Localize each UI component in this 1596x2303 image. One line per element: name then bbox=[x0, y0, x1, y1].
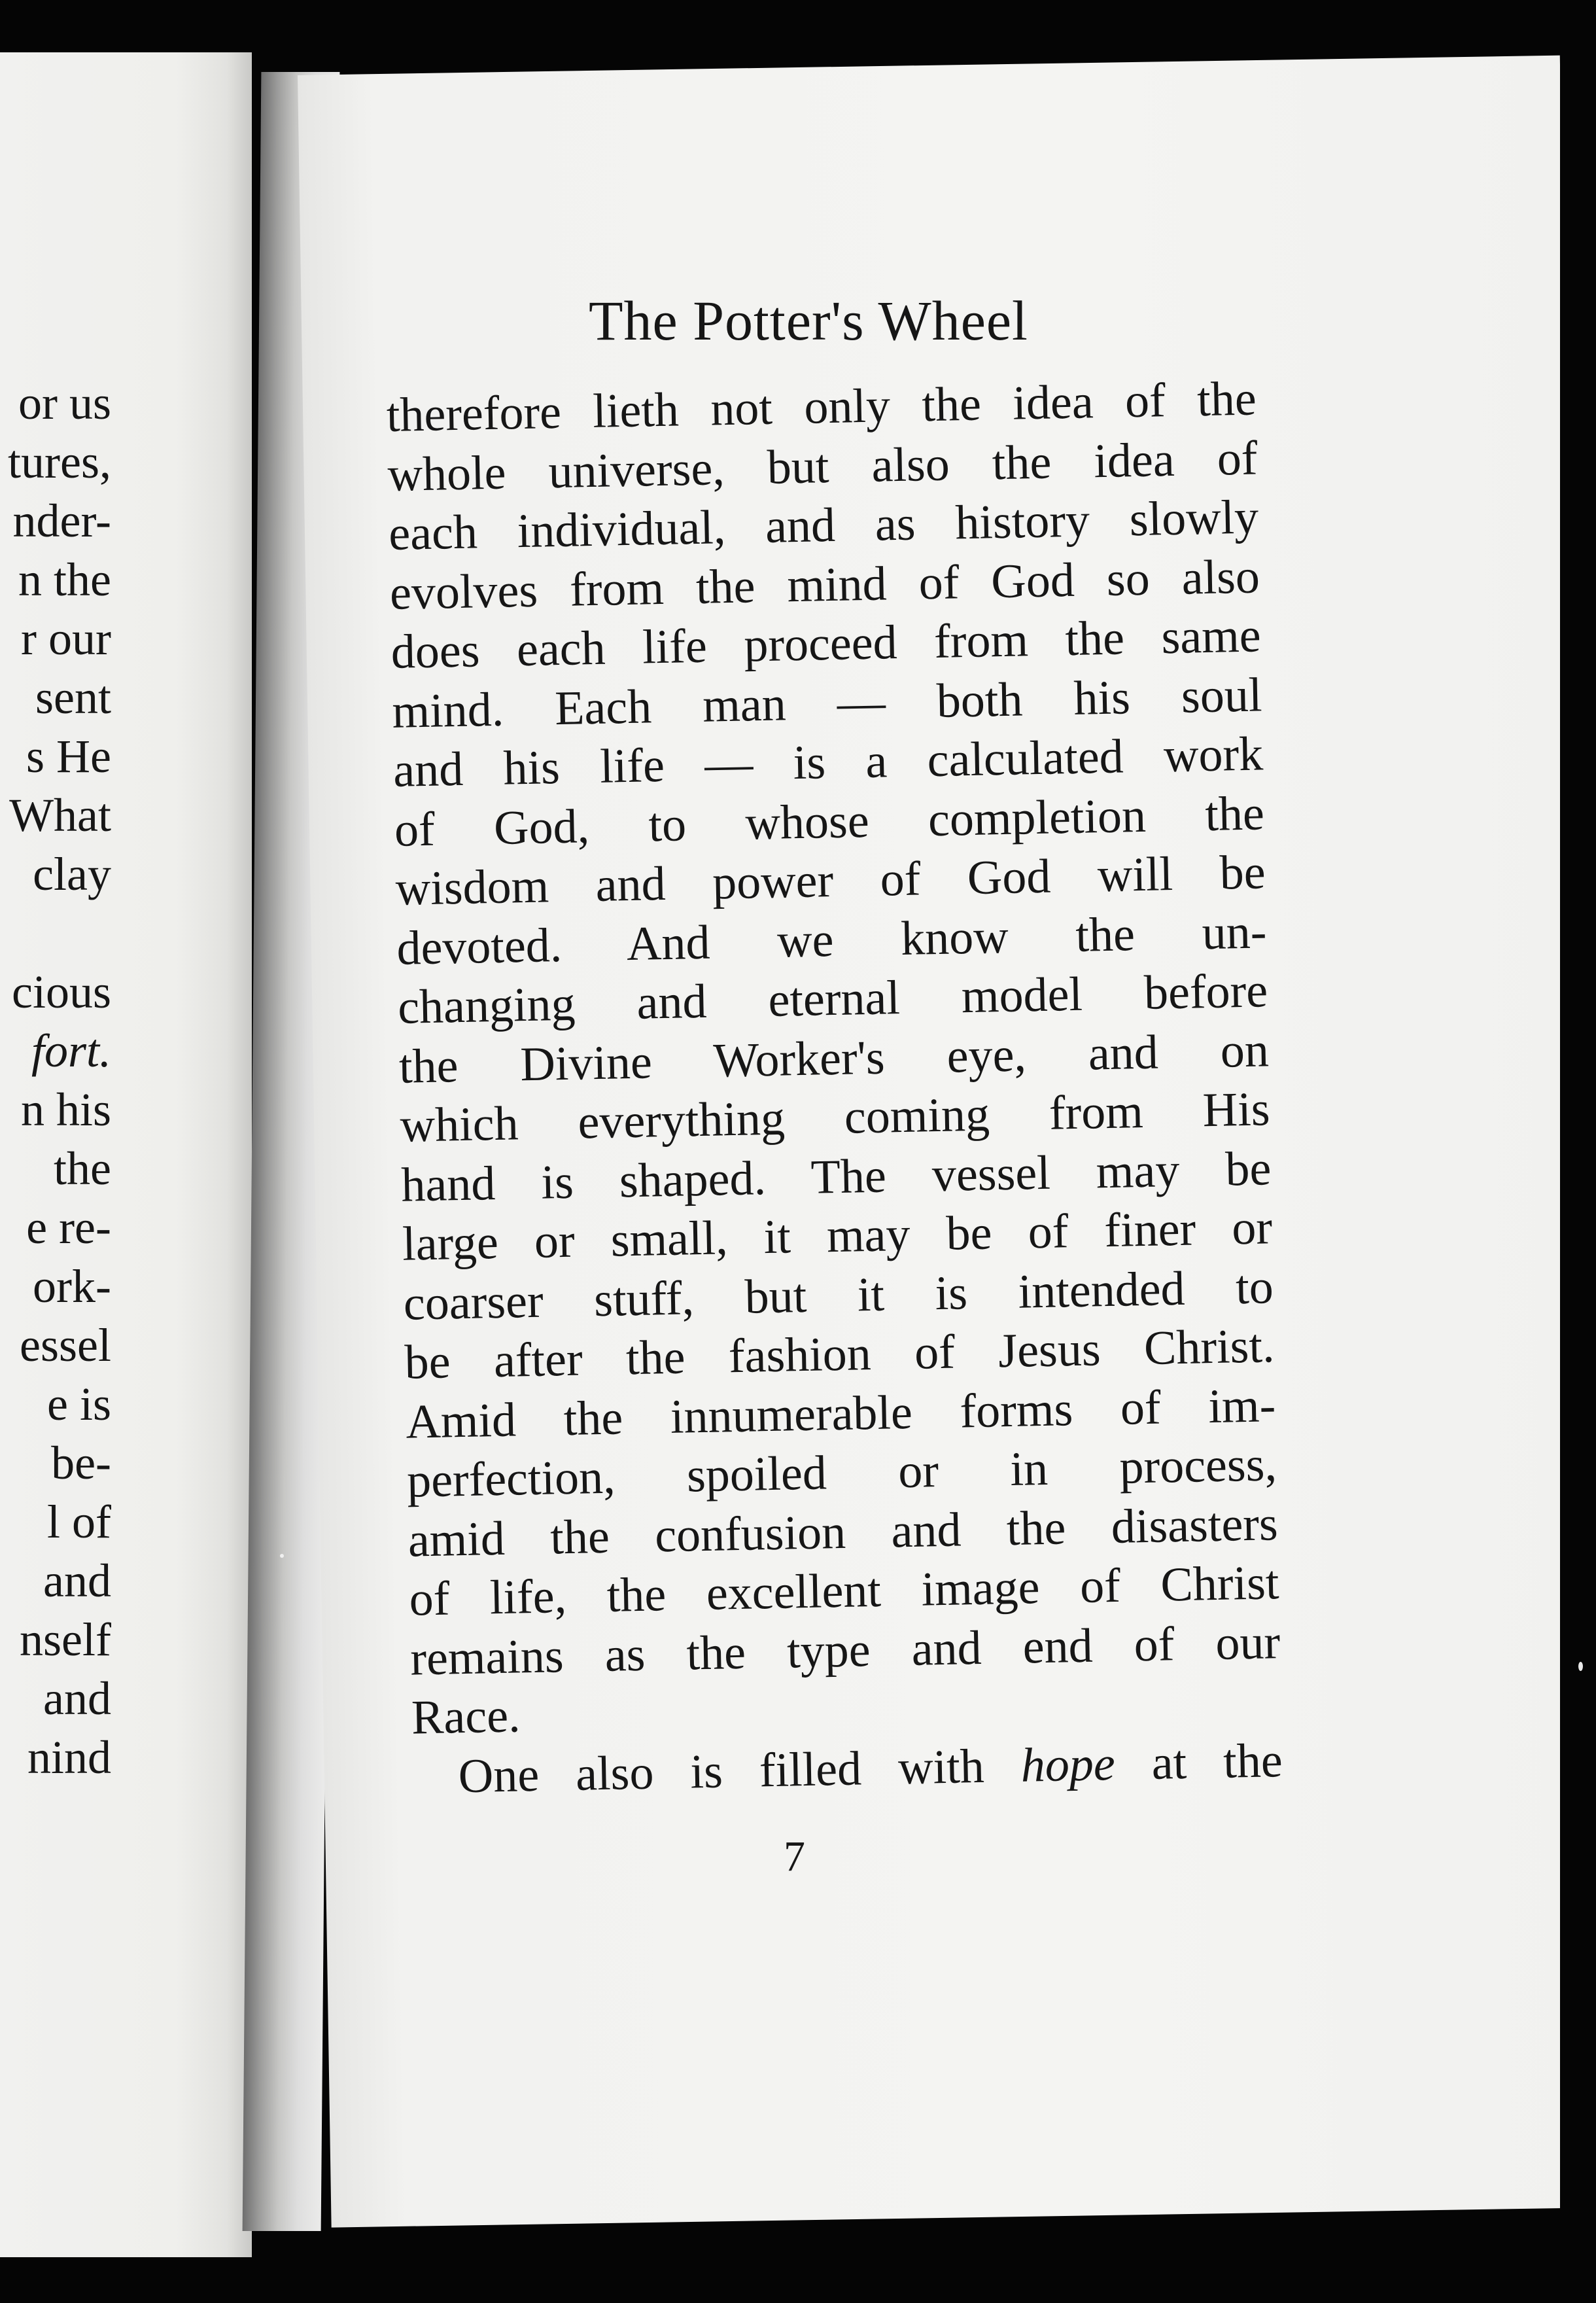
left-fragment: ork- bbox=[33, 1260, 111, 1312]
left-fragment: nself bbox=[20, 1613, 111, 1666]
text-line: coarser stuff, but it is intended to bbox=[403, 1259, 1274, 1331]
left-fragment: cious bbox=[12, 966, 111, 1018]
text-line: changing and eternal model before bbox=[397, 964, 1268, 1034]
text-line: whole universe, but also the idea of bbox=[387, 431, 1258, 502]
scan-speck bbox=[280, 1554, 284, 1558]
left-fragment: nder- bbox=[12, 495, 111, 547]
left-fragment: and bbox=[43, 1555, 111, 1607]
left-fragment: l of bbox=[47, 1496, 111, 1548]
left-fragment: n the bbox=[18, 554, 111, 606]
text-line: evolves from the mind of God so also bbox=[389, 549, 1260, 620]
left-fragment: r our bbox=[21, 612, 111, 665]
left-facing-page bbox=[0, 52, 252, 2257]
emphasized-word: hope bbox=[1020, 1736, 1116, 1793]
left-fragment: and bbox=[43, 1672, 111, 1725]
left-fragment: sent bbox=[35, 671, 111, 724]
left-fragment: the bbox=[54, 1142, 111, 1195]
left-fragment: clay bbox=[33, 848, 111, 900]
left-fragment: e re- bbox=[26, 1201, 111, 1254]
text-line: wisdom and power of God will be bbox=[394, 845, 1266, 916]
text-line: amid the confusion and the disasters bbox=[408, 1496, 1279, 1568]
right-scan-border bbox=[1560, 65, 1596, 2244]
text-line: remains as the type and end of our bbox=[409, 1615, 1281, 1686]
text-line: does each life proceed from the same bbox=[390, 608, 1262, 679]
text-line: Race. bbox=[411, 1689, 521, 1745]
page-number: 7 bbox=[784, 1833, 805, 1880]
running-head: The Potter's Wheel bbox=[589, 289, 1028, 352]
left-page-text bbox=[0, 52, 111, 2257]
body-text bbox=[386, 369, 1283, 1806]
text-line: perfection, spoiled or in process, bbox=[406, 1437, 1277, 1508]
text-line: Amid the innumerable forms of im- bbox=[405, 1378, 1276, 1449]
text-line: the Divine Worker's eye, and on bbox=[398, 1023, 1270, 1094]
text-line: be after the fashion of Jesus Christ. bbox=[404, 1319, 1275, 1390]
left-fragment: fort. bbox=[31, 1025, 111, 1077]
left-fragment: e is bbox=[47, 1378, 111, 1430]
text-line: devoted. And we know the un- bbox=[396, 904, 1268, 976]
text-line: each individual, and as history slowly bbox=[388, 490, 1259, 561]
text-line: therefore lieth not only the idea of the bbox=[386, 372, 1257, 442]
left-fragment: or us bbox=[18, 377, 111, 429]
left-fragment: tures, bbox=[8, 436, 111, 488]
text-line: which everything coming from His bbox=[399, 1082, 1271, 1153]
left-fragment: What bbox=[9, 789, 111, 841]
text-line: and his life — is a calculated work bbox=[392, 727, 1264, 798]
scan-speck bbox=[1578, 1662, 1583, 1671]
left-fragment: be- bbox=[51, 1437, 111, 1489]
text-line: of life, the excellent image of Christ bbox=[408, 1556, 1280, 1626]
left-fragment: n his bbox=[20, 1083, 111, 1136]
left-fragment: nind bbox=[27, 1731, 111, 1784]
text-line: mind. Each man — both his soul bbox=[391, 667, 1263, 739]
text-line: large or small, it may be of finer or bbox=[402, 1201, 1273, 1271]
text-line: of God, to whose completion the bbox=[394, 786, 1265, 857]
left-fragment: s He bbox=[26, 730, 111, 782]
text-span: at the bbox=[1114, 1733, 1283, 1791]
text-span: One also is filled with bbox=[458, 1738, 1022, 1803]
text-line: hand is shaped. The vessel may be bbox=[400, 1141, 1272, 1212]
left-fragment: essel bbox=[20, 1319, 111, 1371]
